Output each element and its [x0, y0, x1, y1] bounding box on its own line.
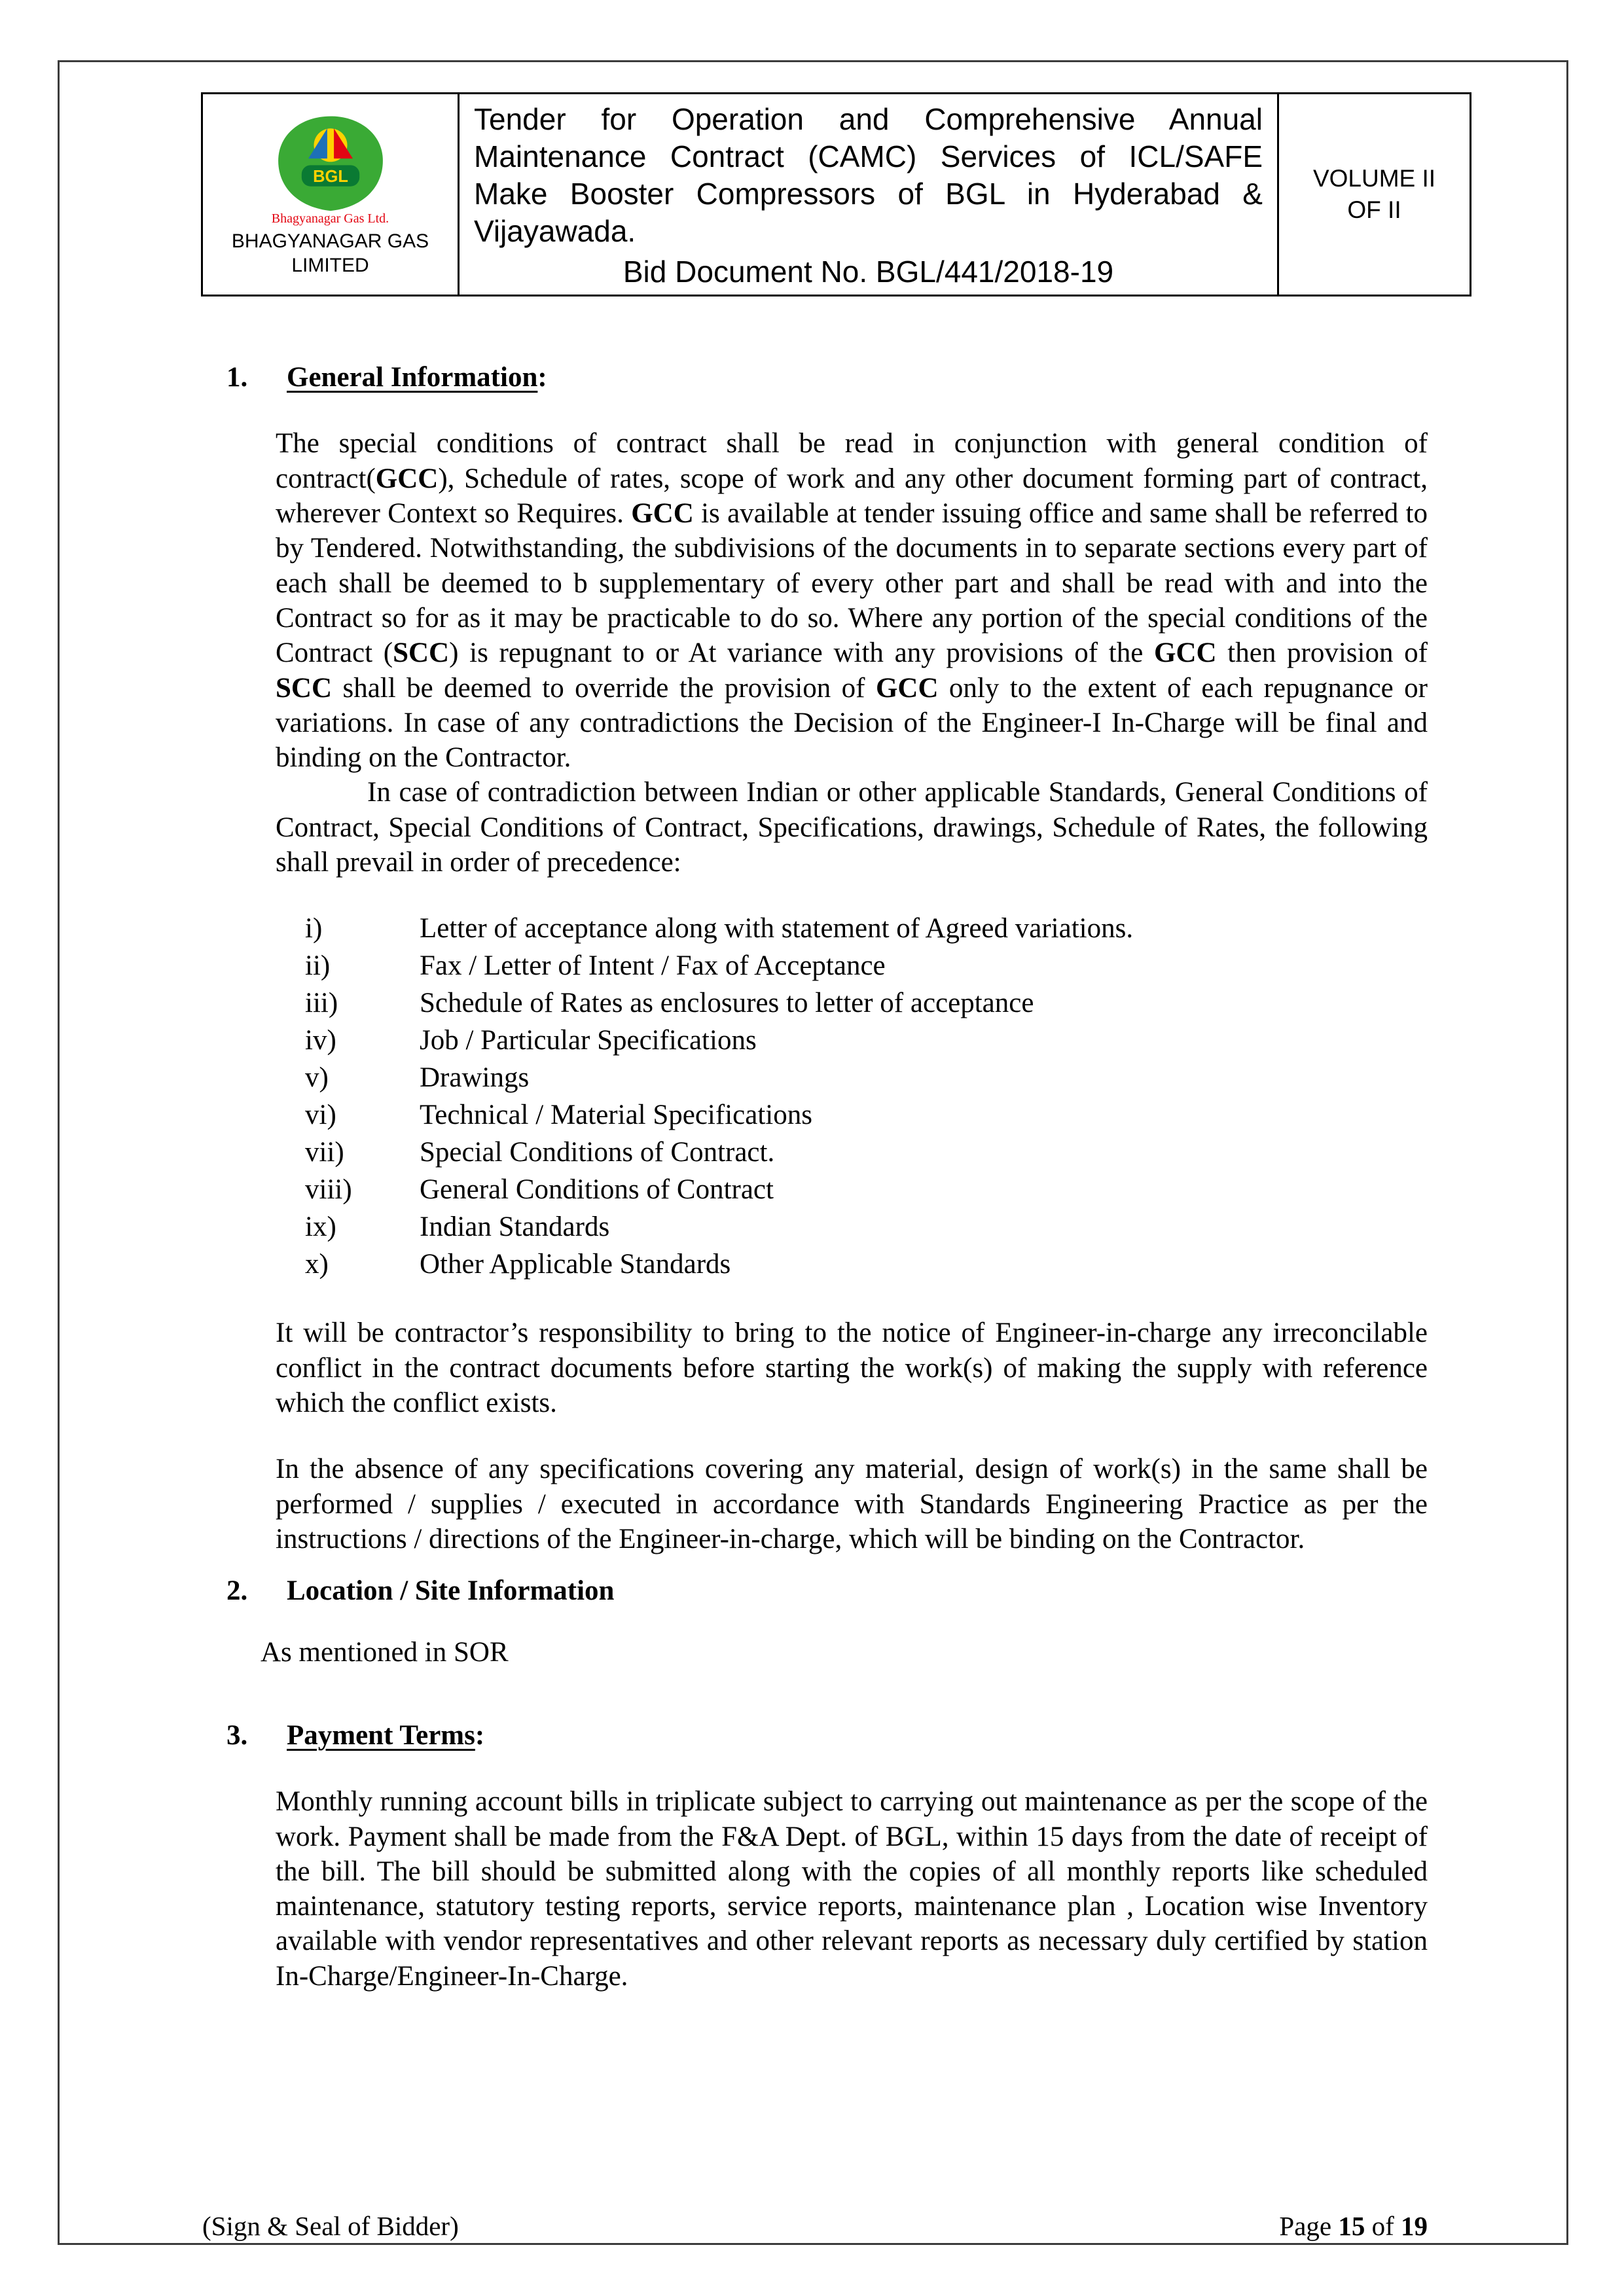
list-item: [305, 1022, 1428, 1059]
list-item-label: vii): [305, 1137, 344, 1168]
list-item-text: Technical / Material Specifications: [420, 1100, 812, 1131]
document-title: Tender for Operation and Comprehensive Annual Maintenance Contract (CAMC) Services of ICL/SAFE Make Booster Compressors of BGL in Hyderabad & Vijayawada.: [474, 102, 1263, 249]
org-name: [208, 229, 452, 278]
page-footer: [60, 2210, 1566, 2242]
document-body: [60, 360, 1566, 1994]
header-logo-cell: [202, 94, 459, 296]
section-3-heading: [226, 1718, 1428, 1753]
volume-line2: OF II: [1347, 196, 1401, 224]
volume-label: [1279, 163, 1470, 226]
payment-body: Monthly running account bills in triplicate subject to carrying out maintenance as per the scope of the work. Payment shall be made from the F&A Dept. of BGL, within 15 days from the date of receipt of the bill. The bill should be submitted along with the copies of all monthly reports like scheduled maintenance, statutory testing reports, service reports, maintenance plan , Location wise Inventory available with vendor representatives and other relevant reports as necessary duly certified by station In-Charge/Engineer-In-Charge.: [276, 1786, 1428, 1992]
header-table: [201, 92, 1471, 296]
list-item-text: Letter of acceptance along with statement of Agreed variations.: [420, 913, 1134, 944]
list-item-label: vi): [305, 1100, 336, 1131]
list-item-text: Special Conditions of Contract.: [420, 1137, 775, 1168]
logo-subtext: Bhagyanagar Gas Ltd.: [271, 211, 389, 226]
bid-document-number: Bid Document No. BGL/441/2018-19: [623, 255, 1114, 289]
list-item-text: Drawings: [420, 1062, 530, 1094]
list-item: [305, 910, 1428, 947]
bgl-logo-icon: [275, 114, 386, 212]
section-1-title-colon: :: [537, 362, 547, 393]
general-paragraph-1: The special conditions of contract shall be read in conjunction with general condition of contract(GCC), Schedule of rates, scope of work and any other document forming part of contract, wherever Context so Requires. GCC is available at tender issuing office and same shall be referred to by Tendered. Notwithstanding, the subdivisions of the documents in to separate sections every part of each shall be deemed to b supplementary of every other part and shall be read with and into the Contract so for as it may be practicable to do so. Where any portion of the special conditions of the Contract (SCC) is repugnant to or At variance with any provisions of the GCC then provision of SCC shall be deemed to override the provision of GCC only to the extent of each repugnance or variations. In case of any contradictions the Decision of the Engineer-I In-Charge will be final and binding on the Contractor.: [276, 428, 1428, 774]
list-item-label: i): [305, 913, 323, 944]
page-word: Page: [1279, 2211, 1339, 2241]
of-word: of: [1365, 2211, 1401, 2241]
org-name-line1: BHAGYANAGAR GAS: [231, 230, 429, 252]
section-1-title: General Information: [287, 362, 538, 393]
list-item-label: iii): [305, 988, 338, 1019]
general-paragraph-2: In case of contradiction between Indian or other applicable Standards, General Conditions of Contract, Special Conditions of Contract, Specifications, drawings, Schedule of Rates, the following shall prevail in order of precedence:: [276, 777, 1428, 878]
location-body: As mentioned in SOR: [261, 1636, 509, 1668]
list-item: [305, 1096, 1428, 1134]
list-item-label: x): [305, 1249, 329, 1280]
section-2-title: Location / Site Information: [287, 1575, 615, 1607]
list-item-label: ii): [305, 950, 331, 982]
sign-seal-label: (Sign & Seal of Bidder): [202, 2211, 459, 2241]
list-item: [305, 1246, 1428, 1283]
page-border: [58, 60, 1568, 2245]
page-total: 19: [1401, 2211, 1428, 2241]
list-item: [305, 947, 1428, 984]
list-item-label: ix): [305, 1211, 336, 1243]
page-current: 15: [1338, 2211, 1365, 2241]
list-item-text: Job / Particular Specifications: [420, 1025, 757, 1056]
header-title-cell: [459, 94, 1278, 296]
section-1-heading: [226, 360, 1428, 395]
list-item: [305, 984, 1428, 1022]
list-item: [305, 1059, 1428, 1096]
list-item-label: v): [305, 1062, 329, 1094]
precedence-list: [305, 910, 1428, 1283]
section-3-title-colon: :: [475, 1719, 485, 1751]
section-2-number: 2.: [226, 1575, 248, 1607]
logo-bgl-text: BGL: [312, 167, 348, 186]
org-name-line2: LIMITED: [291, 255, 369, 277]
list-item-text: Other Applicable Standards: [420, 1249, 731, 1280]
list-item: [305, 1134, 1428, 1171]
section-2-heading: [226, 1573, 1428, 1608]
list-item-label: iv): [305, 1025, 336, 1056]
page-number: [1279, 2210, 1428, 2242]
volume-line1: VOLUME II: [1312, 164, 1436, 192]
list-item: [305, 1171, 1428, 1208]
header-volume-cell: [1278, 94, 1471, 296]
list-item-text: Fax / Letter of Intent / Fax of Acceptance: [420, 950, 886, 982]
list-item: [305, 1208, 1428, 1246]
section-1-number: 1.: [226, 362, 248, 393]
list-item-text: Schedule of Rates as enclosures to letter of acceptance: [420, 988, 1034, 1019]
list-item-text: General Conditions of Contract: [420, 1174, 774, 1206]
list-item-text: Indian Standards: [420, 1211, 610, 1243]
list-item-label: viii): [305, 1174, 352, 1206]
section-3-title: Payment Terms: [287, 1719, 475, 1751]
section-3-number: 3.: [226, 1719, 248, 1751]
general-paragraph-3: It will be contractor’s responsibility to bring to the notice of Engineer-in-charge any irreconcilable conflict in the contract documents before starting the work(s) of making the supply with reference which the conflict exists.: [276, 1318, 1428, 1418]
general-paragraph-4: In the absence of any specifications covering any material, design of work(s) in the same shall be performed / supplies / executed in accordance with Standards Engineering Practice as per the instructions / directions of the Engineer-in-charge, which will be binding on the Contractor.: [276, 1454, 1428, 1554]
